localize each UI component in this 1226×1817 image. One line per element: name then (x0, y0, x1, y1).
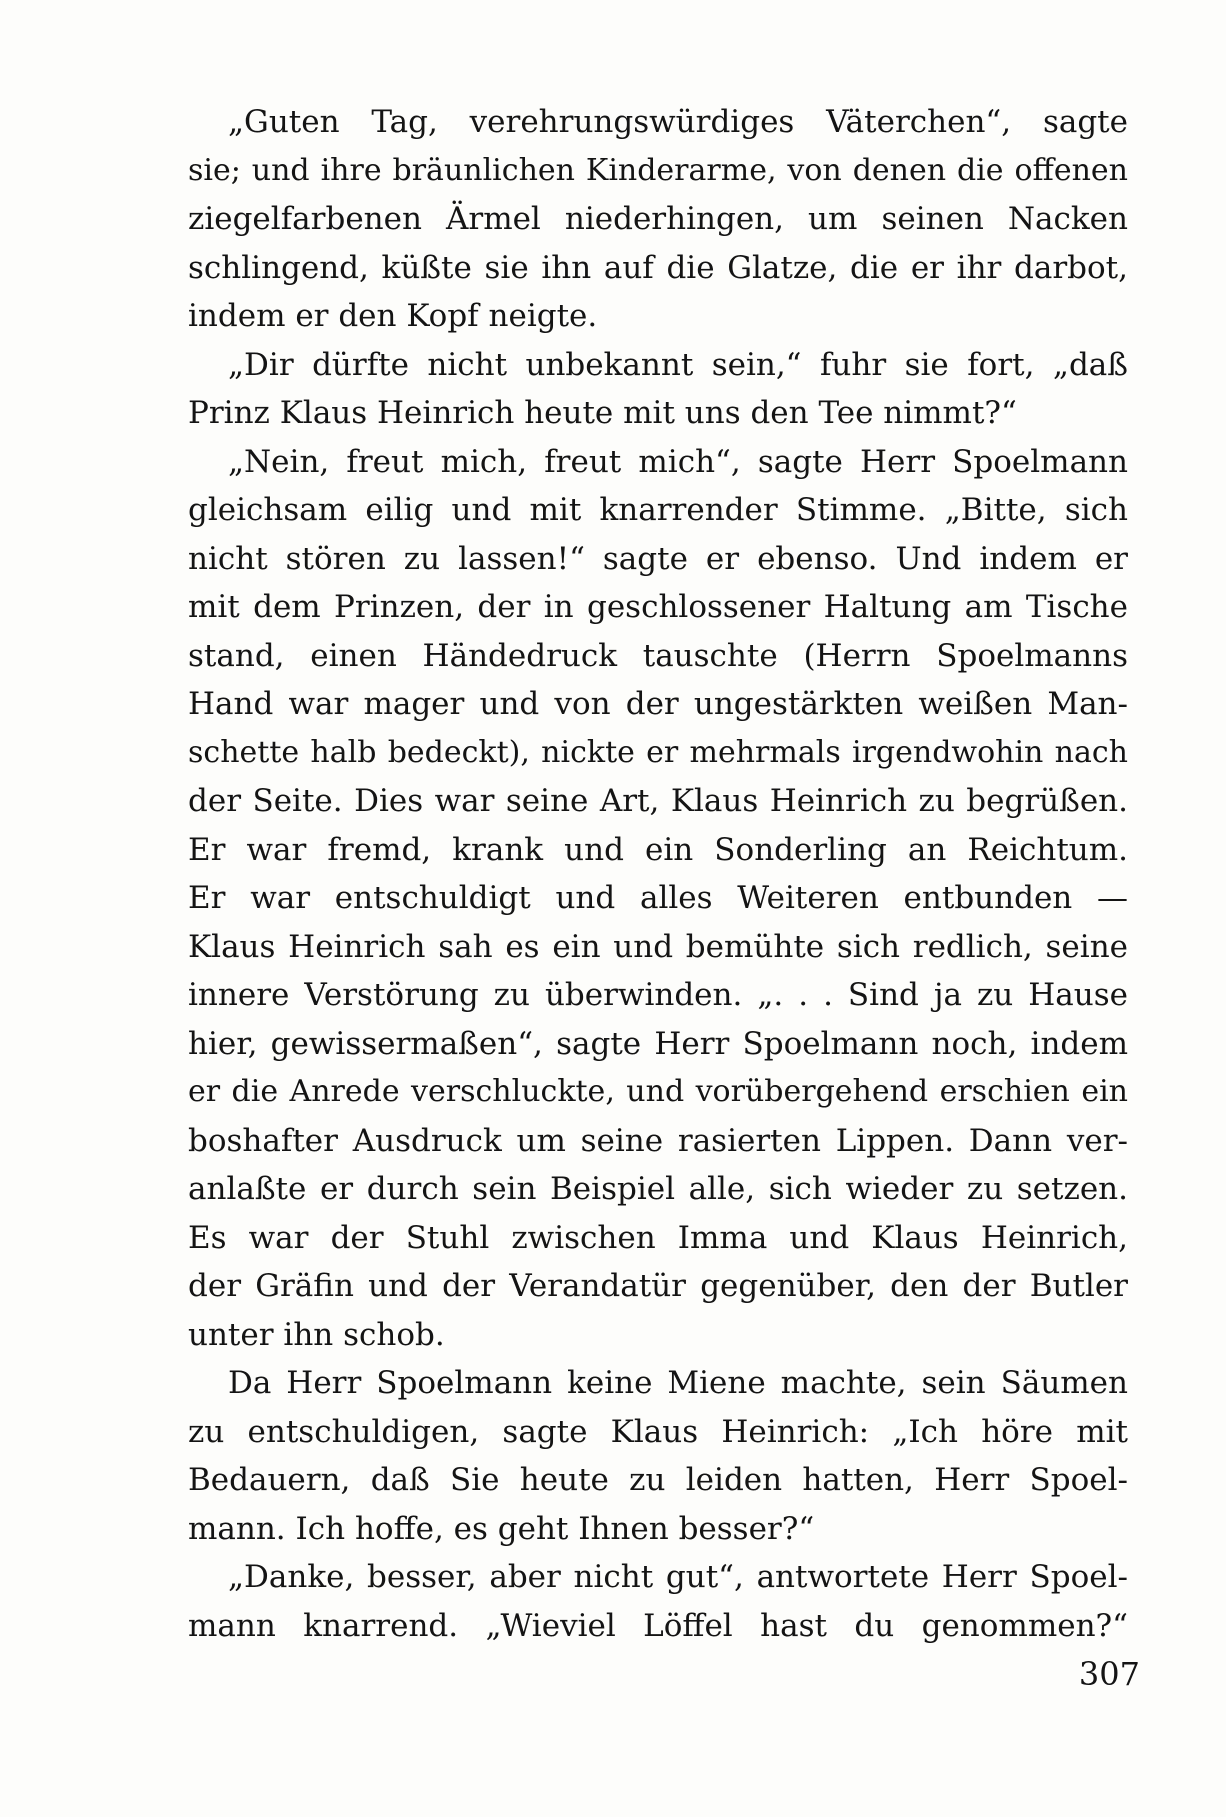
text-line: indem er den Kopf neigte. (188, 298, 598, 334)
text-line: ziegelfarbenen Ärmel niederhingen, um seinen Nacken (188, 201, 1128, 237)
text-line: mann knarrend. „Wieviel Löffel hast du genommen?“ (188, 1607, 1128, 1644)
text-line: gleichsam eilig und mit knarrender Stimme. „Bitte, sich (188, 492, 1128, 528)
text-line: schette halb bedeckt), nickte er mehrmals irgendwohin nach (188, 734, 1128, 770)
text-line: er die Anrede verschluckte, und vorübergehend erschien ein (188, 1074, 1128, 1109)
text-line: schlingend, küßte sie ihn auf die Glatze, die er ihr darbot, (188, 249, 1128, 286)
text-line: der Seite. Dies war seine Art, Klaus Heinrich zu begrüßen. (188, 783, 1128, 819)
text-line: unter ihn schob. (188, 1316, 445, 1353)
text-line: „Danke, besser, aber nicht gut“, antwortete Herr Spoel- (228, 1559, 1128, 1595)
text-line: stand, einen Händedruck tauschte (Herrn Spoelmanns (188, 637, 1128, 674)
text-line: hier, gewissermaßen“, sagte Herr Spoelmann noch, indem (188, 1025, 1128, 1062)
text-line: der Gräfin und der Verandatür gegenüber, den der Butler (188, 1268, 1128, 1304)
text-line: anlaßte er durch sein Beispiel alle, sich wieder zu setzen. (188, 1171, 1128, 1207)
text-line: innere Verstörung zu überwinden. „. . . Sind ja zu Hause (188, 977, 1128, 1013)
text-line: Hand war mager und von der ungestärkten weißen Man- (188, 686, 1128, 722)
text-line: Klaus Heinrich sah es ein und bemühte sich redlich, seine (188, 928, 1128, 965)
text-line: zu entschuldigen, sagte Klaus Heinrich: „Ich höre mit (188, 1413, 1128, 1450)
text-line: Er war entschuldigt und alles Weiteren entbunden — (188, 880, 1128, 916)
text-line: Es war der Stuhl zwischen Imma und Klaus Heinrich, (188, 1219, 1128, 1256)
text-line: sie; und ihre bräunlichen Kinderarme, von denen die offenen (188, 152, 1128, 188)
text-line: Prinz Klaus Heinrich heute mit uns den Tee nimmt?“ (188, 395, 1017, 431)
text-line: nicht stören zu lassen!“ sagte er ebenso. Und indem er (188, 540, 1128, 577)
text-line: Er war fremd, krank und ein Sonderling an Reichtum. (188, 831, 1128, 868)
text-line: Da Herr Spoelmann keine Miene machte, sein Säumen (228, 1365, 1128, 1401)
text-line: „Guten Tag, verehrungswürdiges Väterchen“, sagte (228, 104, 1128, 140)
text-line: mann. Ich hoffe, es geht Ihnen besser?“ (188, 1510, 815, 1547)
body-text (188, 98, 1128, 1650)
text-line: Bedauern, daß Sie heute zu leiden hatten, Herr Spoel- (188, 1462, 1128, 1498)
page-number: 307 (1078, 1655, 1140, 1693)
text-line: boshafter Ausdruck um seine rasierten Lippen. Dann ver- (188, 1122, 1128, 1159)
text-line: „Nein, freut mich, freut mich“, sagte Herr Spoelmann (228, 443, 1128, 480)
text-line: mit dem Prinzen, der in geschlossener Haltung am Tische (188, 589, 1128, 625)
text-line: „Dir dürfte nicht unbekannt sein,“ fuhr sie fort, „daß (228, 346, 1128, 383)
